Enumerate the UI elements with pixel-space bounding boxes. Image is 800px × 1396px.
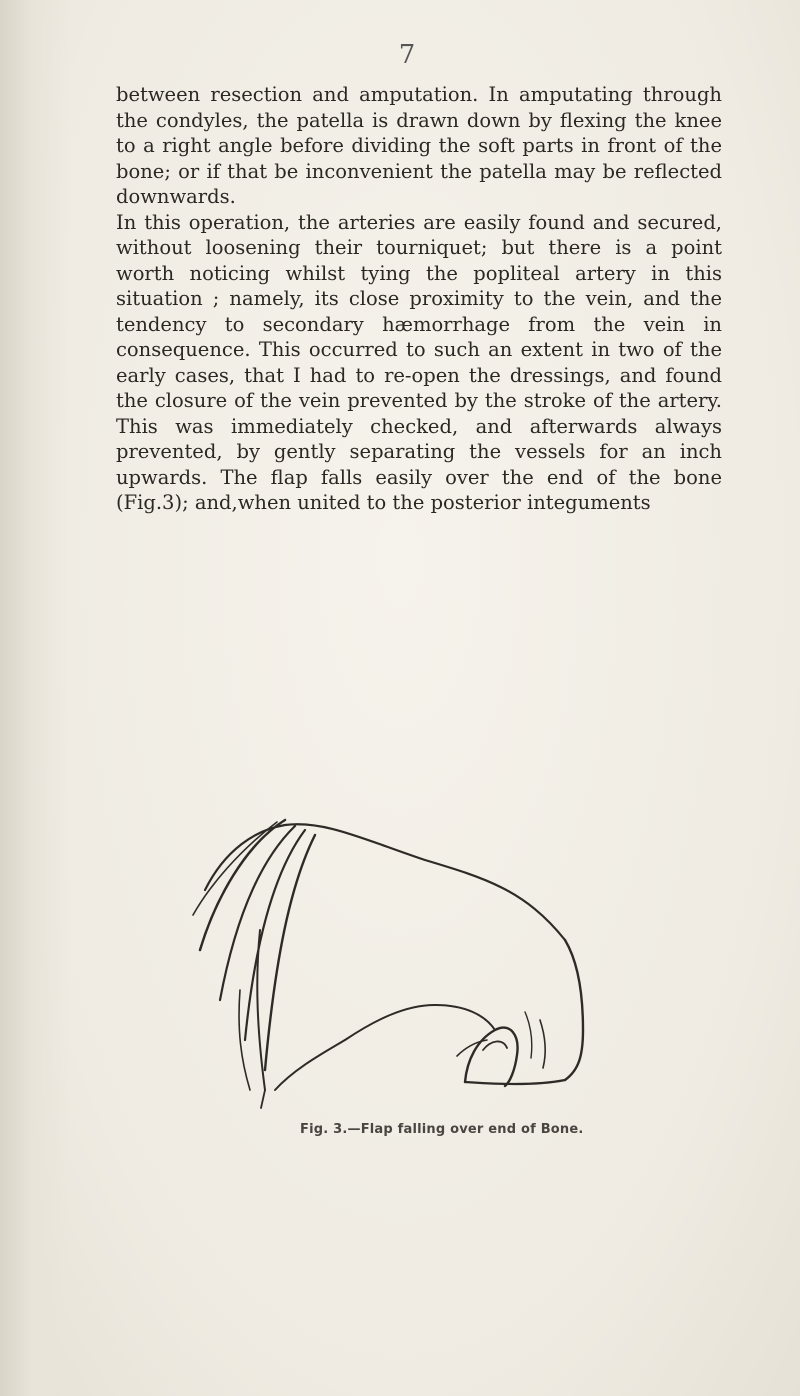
- figure-flap-illustration: [165, 790, 605, 1120]
- page-gutter-shadow: [0, 0, 70, 1396]
- bottom-tick: [261, 1090, 265, 1108]
- flap-right-edge: [565, 940, 583, 1080]
- figure-caption: Fig. 3.—Flap falling over end of Bone.: [300, 1122, 584, 1137]
- body-text: [116, 82, 722, 516]
- paragraph-1: between resection and amputation. In amputating through the condyles, the patella is drawn down by flexing the knee to a right angle before dividing the soft parts in front of the bone; or if that be inconvenient the patella may be reflected downwards.: [116, 83, 722, 208]
- bone-shaft-line: [345, 1005, 495, 1040]
- flap-bottom-edge: [465, 1080, 565, 1084]
- page-number: 7: [398, 40, 416, 70]
- bone-condyle-inner: [483, 1041, 507, 1050]
- flap-illustration-icon: [165, 790, 605, 1120]
- flap-inner-detail: [540, 1020, 545, 1068]
- flap-inner-detail-2: [525, 1012, 532, 1058]
- paragraph-2: In this operation, the arteries are easily found and secured, without loosening their tourniquet; but there is a point worth noticing whilst tying the popliteal artery in this situation ; namely, its close proximity to the vein, and the tendency to secondary hæmorrhage from the vein in consequence. This occurred to such an extent in two of the early cases, that I had to re-open the dressings, and found the closure of the vein prevented by the stroke of the artery. This was immediately checked, and afterwards always prevented, by gently separating the vessels for an inch upwards. The flap falls easily over the end of the bone (Fig.3); and,when united to the posterior integuments: [116, 210, 722, 514]
- lower-contour: [275, 1040, 345, 1090]
- thigh-contour-left: [257, 930, 265, 1090]
- thigh-hatch-3: [245, 830, 305, 1040]
- bone-end: [465, 1028, 518, 1086]
- thigh-hatch-4: [265, 835, 315, 1070]
